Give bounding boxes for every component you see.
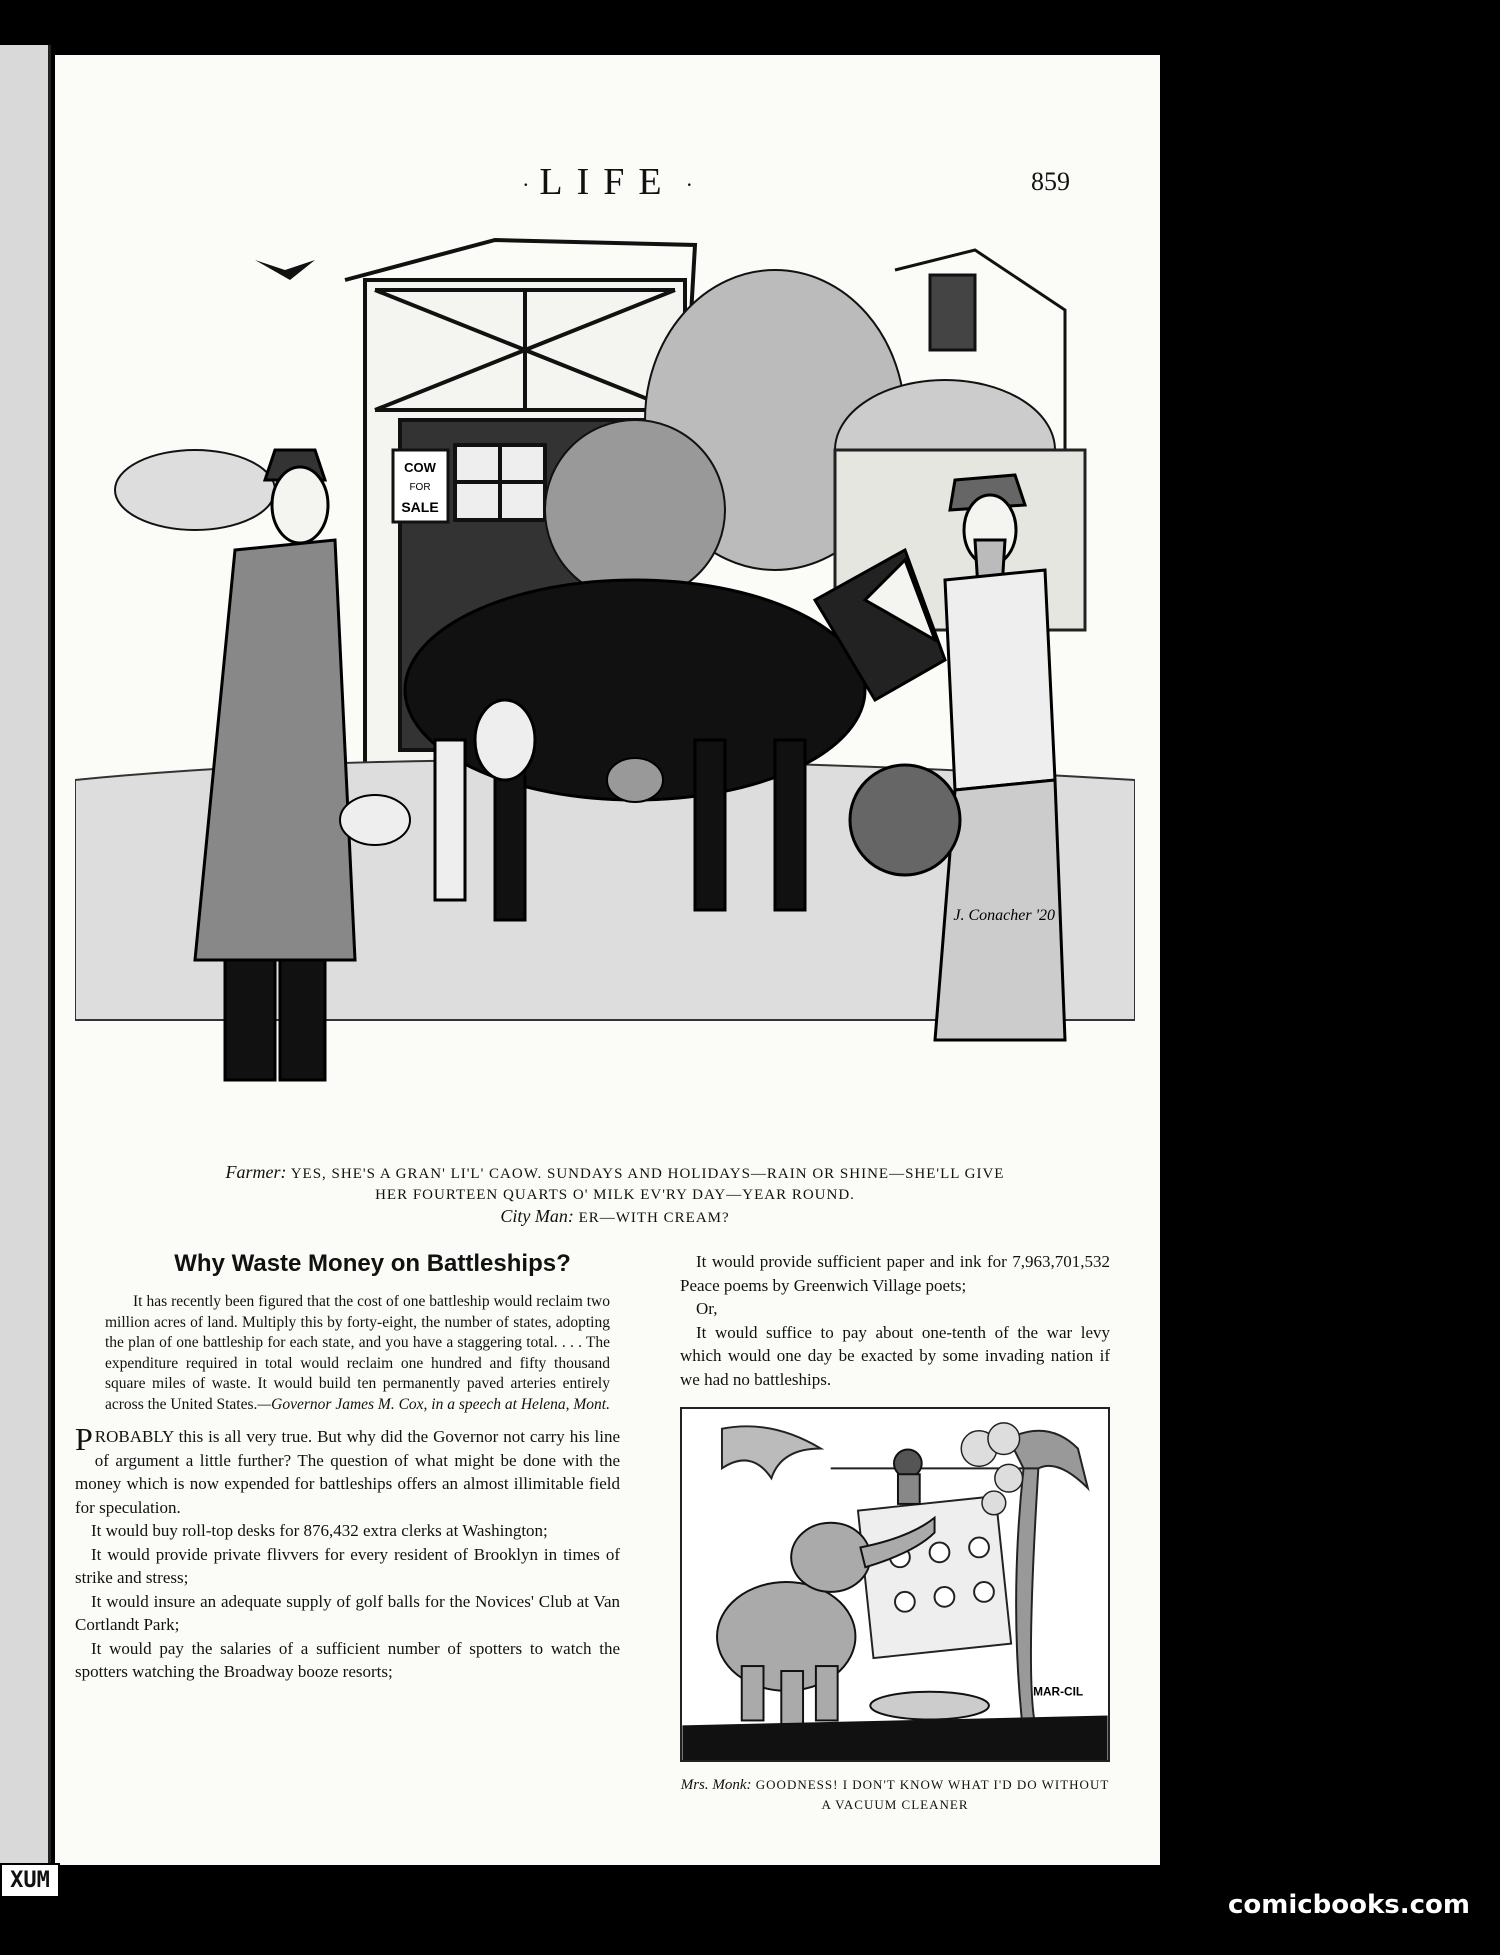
sign-line-3: SALE: [401, 499, 439, 515]
facing-page-edge: [0, 45, 51, 1870]
article-paragraph: It would provide private flivvers for every resident of Brooklyn in times of strike and stress;: [75, 1544, 620, 1587]
caption-city-line: ER—WITH CREAM?: [578, 1210, 730, 1226]
farm-cartoon-illustration: [75, 220, 1135, 1135]
caption-line-1: GOODNESS! I DON'T KNOW WHAT I'D DO WITHOUT: [755, 1777, 1110, 1792]
article-quote: [105, 1292, 610, 1415]
sign-line-2: FOR: [409, 482, 431, 493]
watermark: comicbooks.com: [1227, 1890, 1470, 1920]
article-paragraph: Or,: [696, 1299, 718, 1318]
margin-tag: XUM: [0, 1863, 60, 1898]
article-paragraph: It would buy roll-top desks for 876,432 extra clerks at Washington;: [91, 1521, 548, 1540]
dog-figure: [850, 765, 960, 875]
article-paragraph: It would pay the salaries of a sufficient number of spotters to watch the spotters watching the Broadway booze resorts;: [75, 1638, 620, 1681]
small-cartoon-caption: [680, 1775, 1110, 1814]
chicken-figure: [607, 758, 663, 802]
article-title: Why Waste Money on Battleships?: [174, 1250, 571, 1277]
article-right-column: [680, 1250, 1110, 1391]
chicken-figure: [340, 795, 410, 845]
quote-attribution: —Governor James M. Cox, in a speech at Helena, Mont.: [257, 1395, 610, 1413]
top-cartoon-caption: [135, 1162, 1095, 1229]
caption-line-2: A VACUUM CLEANER: [821, 1797, 969, 1812]
caption-speaker-farmer: Farmer:: [225, 1162, 287, 1182]
sign-line-1: COW: [404, 460, 436, 475]
article-paragraph: It would provide sufficient paper and ink for 7,963,701,532 Peace poems by Greenwich Village poets;: [680, 1252, 1110, 1295]
clothes-pile: [870, 1692, 989, 1720]
article-left-column: [75, 1250, 620, 1684]
artist-signature: J. Conacher '20: [953, 907, 1055, 924]
caption-speaker-mrs-monk: Mrs. Monk:: [680, 1777, 752, 1793]
article-paragraph: It would suffice to pay about one-tenth of the war levy which would one day be exacted by some invading nation if we had no battleships.: [680, 1322, 1110, 1389]
caption-speaker-city-man: City Man:: [500, 1206, 574, 1226]
paragraph-text: ROBABLY this is all very true. But why did the Governor not carry his line of argument a little further? The question of what might be done with the money which is now expended for battleships offers an almost illimitable field for speculation.: [75, 1427, 620, 1517]
elephant-monkey-cartoon: [680, 1407, 1110, 1762]
caption-farmer-line: YES, SHE'S A GRAN' LI'L' CAOW. SUNDAYS AND HOLIDAYS—RAIN OR SHINE—SHE'LL GIVE: [290, 1166, 1005, 1182]
quote-text: It has recently been figured that the cost of one battleship would reclaim two million acres of land. Multiply this by forty-eight, the number of states, adopting the plan of one battleship for each state, and you have a staggering total. . . . The expenditure required in total would reclaim one hundred and fifty thousand square miles of waste. It would build ten permanently paved arteries entirely across the United States.: [105, 1293, 610, 1413]
article-paragraph: It would insure an adequate supply of golf balls for the Novices' Club at Van Cortlandt Park;: [75, 1591, 620, 1634]
masthead-title: LIFE: [539, 161, 676, 203]
drop-cap: P: [75, 1421, 93, 1457]
page-number: 859: [1031, 167, 1070, 196]
small-cartoon-signature: MAR-CIL: [1033, 1684, 1084, 1699]
masthead: · LIFE ·: [522, 161, 693, 203]
article-paragraph: [75, 1421, 620, 1519]
monkey-figure: [894, 1450, 922, 1504]
caption-farmer-line2: HER FOURTEEN QUARTS O' MILK EV'RY DAY—YEAR ROUND.: [375, 1187, 855, 1203]
magazine-page: [55, 55, 1160, 1865]
